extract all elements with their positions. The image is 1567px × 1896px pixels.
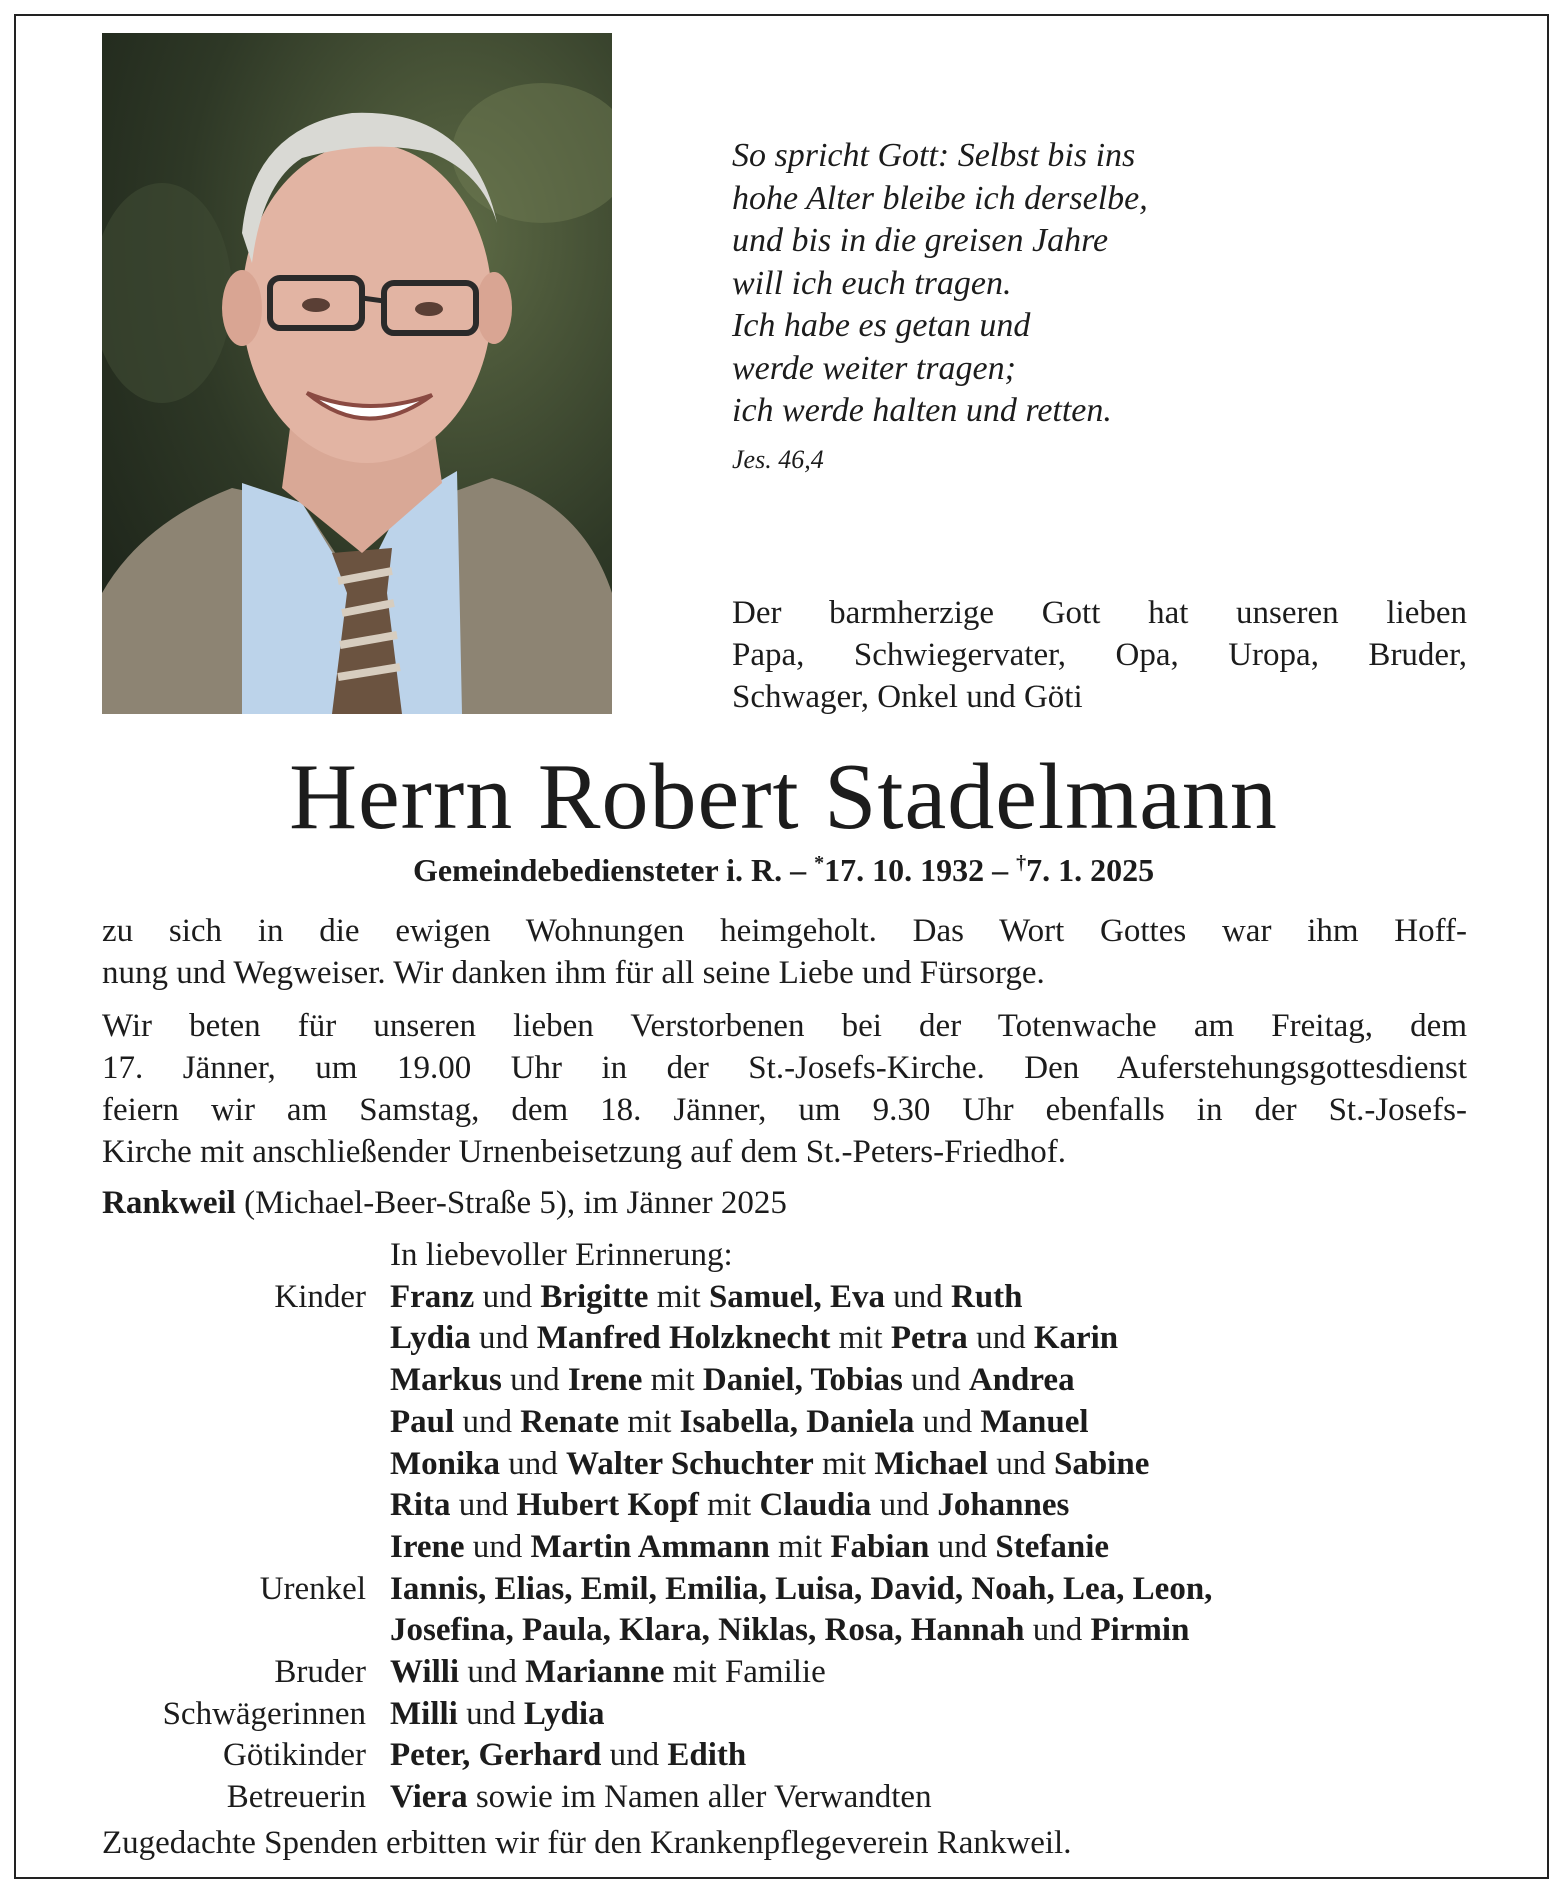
intro-line: Schwager, Onkel und Göti [732, 679, 1083, 715]
family-connector: mit [642, 1362, 703, 1399]
family-row [100, 1318, 1500, 1360]
family-member-name: Brigitte [540, 1278, 649, 1315]
family-connector: und [902, 1362, 969, 1399]
family-relation-label [100, 1360, 390, 1402]
family-member-name: Paul [390, 1403, 455, 1440]
intro-line: Papa, Schwiegervater, Opa, Uropa, Bruder, [732, 637, 1467, 673]
family-connector: mit [698, 1487, 760, 1524]
birth-date: 17. 10. 1932 [824, 852, 985, 888]
intro-line: Der barmherzige Gott hat unseren lieben [732, 595, 1467, 631]
family-list [100, 1235, 1500, 1819]
family-member-name: Samuel, Eva [708, 1278, 885, 1315]
family-members [390, 1694, 605, 1736]
portrait-photo [102, 33, 612, 714]
family-members [390, 1569, 1212, 1611]
family-connector: und [871, 1487, 938, 1524]
family-connector: und [501, 1362, 568, 1399]
deceased-role: Gemeindebediensteter i. R. [412, 852, 783, 888]
family-member-name: Johannes [937, 1487, 1070, 1524]
verse-line: will ich euch tragen. [732, 264, 1012, 302]
family-member-name: Daniel, Tobias [702, 1362, 903, 1399]
family-member-name: Viera [390, 1779, 468, 1816]
family-member-name: Fabian [830, 1528, 930, 1565]
family-member-name: Josefina, Paula, Klara, Niklas, Rosa, Hannah [390, 1612, 1025, 1649]
family-member-name: Marianne [525, 1654, 665, 1691]
family-members [390, 1318, 1118, 1360]
family-relation-label [100, 1444, 390, 1486]
family-relation-label: Betreuerin [226, 1779, 366, 1816]
family-member-name: Renate [520, 1403, 620, 1440]
family-row [100, 1777, 1500, 1819]
verse-reference: Jes. 46,4 [732, 445, 824, 474]
family-connector: mit [830, 1320, 891, 1357]
family-connector: und [967, 1320, 1034, 1357]
family-connector: und [474, 1278, 541, 1315]
family-member-name: Lydia [523, 1695, 605, 1732]
verse-line: Ich habe es getan und [732, 307, 1031, 344]
family-members [390, 1277, 1023, 1319]
family-member-name: Andrea [968, 1362, 1075, 1399]
family-members [390, 1735, 746, 1777]
family-heading: In liebevoller Erinnerung: [390, 1237, 733, 1273]
bible-verse [732, 135, 1432, 433]
family-member-name: Ruth [950, 1278, 1023, 1315]
family-row [100, 1277, 1500, 1319]
family-heading-row [100, 1235, 1500, 1277]
family-row [100, 1735, 1500, 1777]
family-connector: und [459, 1654, 526, 1691]
family-member-name: Manfred Holzknecht [536, 1320, 831, 1357]
family-members [390, 1485, 1069, 1527]
family-relation-label [100, 1318, 390, 1360]
family-relation-label: Bruder [274, 1654, 366, 1691]
family-row [100, 1610, 1500, 1652]
family-connector: und [457, 1695, 524, 1732]
death-symbol: † [1016, 852, 1027, 874]
family-member-name: Michael [874, 1445, 988, 1482]
paragraph-line: Kirche mit anschließender Urnenbeisetzung auf dem St.-Peters-Friedhof. [102, 1134, 1067, 1170]
paragraph-line: nung und Wegweiser. Wir danken ihm für all seine Liebe und Fürsorge. [102, 955, 1045, 991]
verse-line: und bis in die greisen Jahre [732, 222, 1109, 259]
family-row [100, 1652, 1500, 1694]
family-connector: und [454, 1403, 521, 1440]
family-member-name: Willi [390, 1654, 460, 1691]
family-member-name: Pirmin [1090, 1612, 1190, 1649]
paragraph-line: feiern wir am Samstag, dem 18. Jänner, um 9.30 Uhr ebenfalls in der St.-Josefs- [102, 1092, 1467, 1128]
family-members [390, 1402, 1089, 1444]
family-member-name: Petra [890, 1320, 968, 1357]
family-row [100, 1569, 1500, 1611]
family-relation-label [100, 1527, 390, 1569]
place-date [102, 1185, 787, 1222]
verse-line: werde weiter tragen; [732, 349, 1016, 387]
family-relation-label [100, 1610, 390, 1652]
place-address: (Michael-Beer-Straße 5), im Jänner 2025 [244, 1185, 787, 1221]
verse-line: hohe Alter bleibe ich derselbe, [732, 179, 1148, 217]
deceased-dates: Gemeindebediensteter i. R. – *17. 10. 1932 – †7. 1. 2025 [412, 852, 1155, 888]
family-member-name: Milli [390, 1695, 458, 1732]
family-members [390, 1527, 1109, 1569]
family-row [100, 1360, 1500, 1402]
paragraph-line: 17. Jänner, um 19.00 Uhr in der St.-Josefs-Kirche. Den Auferstehungsgottesdienst [102, 1050, 1467, 1086]
family-member-name: Franz [390, 1278, 475, 1315]
family-row [100, 1402, 1500, 1444]
family-member-name: Irene [390, 1528, 465, 1565]
family-row [100, 1694, 1500, 1736]
family-connector: und [601, 1737, 668, 1774]
death-date: 7. 1. 2025 [1026, 852, 1155, 888]
family-connector: mit [648, 1278, 709, 1315]
family-member-name: Hubert Kopf [516, 1487, 699, 1524]
birth-symbol: * [814, 852, 825, 874]
paragraph-line: Wir beten für unseren lieben Verstorbenen bei der Totenwache am Freitag, dem [102, 1008, 1467, 1044]
family-connector: und [884, 1278, 951, 1315]
family-member-name: Iannis, Elias, Emil, Emilia, Luisa, David, Noah, Lea, Leon, [390, 1570, 1213, 1607]
family-members [390, 1652, 826, 1694]
family-connector: mit [813, 1445, 875, 1482]
family-connector: und [914, 1403, 981, 1440]
family-connector: und [929, 1528, 996, 1565]
family-member-name: Sabine [1053, 1445, 1150, 1482]
family-member-name: Isabella, Daniela [679, 1403, 915, 1440]
family-member-name: Claudia [759, 1487, 872, 1524]
family-member-name: Monika [390, 1445, 501, 1482]
family-connector: und [500, 1445, 567, 1482]
family-member-name: Walter Schuchter [566, 1445, 814, 1482]
family-connector: und [1024, 1612, 1091, 1649]
family-member-name: Irene [567, 1362, 643, 1399]
family-row [100, 1444, 1500, 1486]
family-relation-label: Schwägerinnen [162, 1695, 366, 1732]
verse-line: ich werde halten und retten. [732, 392, 1112, 429]
family-connector: mit Familie [664, 1654, 826, 1691]
family-members [390, 1777, 932, 1819]
family-relation-label: Urenkel [259, 1570, 366, 1607]
family-row [100, 1527, 1500, 1569]
family-members [390, 1360, 1075, 1402]
family-member-name: Rita [390, 1487, 451, 1524]
family-members [390, 1610, 1189, 1652]
family-member-name: Stefanie [995, 1528, 1110, 1565]
family-member-name: Markus [390, 1362, 502, 1399]
family-connector: mit [769, 1528, 831, 1565]
verse-line: So spricht Gott: Selbst bis ins [732, 137, 1136, 174]
family-relation-label: Götikinder [223, 1737, 366, 1774]
family-row [100, 1485, 1500, 1527]
family-connector: sowie im Namen aller Verwandten [467, 1779, 932, 1816]
family-connector: und [470, 1320, 537, 1357]
deceased-name: Herrn Robert Stadelmann [289, 745, 1278, 849]
intro-text [732, 592, 1467, 718]
paragraph-line: zu sich in die ewigen Wohnungen heimgeholt. Das Wort Gottes war ihm Hoff- [102, 913, 1467, 949]
paragraph-homecoming [102, 910, 1467, 994]
family-connector: und [464, 1528, 531, 1565]
family-relation-label [100, 1485, 390, 1527]
paragraph-service [102, 1005, 1467, 1173]
family-connector: und [450, 1487, 517, 1524]
family-member-name: Peter, Gerhard [390, 1737, 602, 1774]
family-member-name: Karin [1033, 1320, 1119, 1357]
family-member-name: Lydia [390, 1320, 471, 1357]
family-connector: und [987, 1445, 1054, 1482]
family-relation-label [100, 1402, 390, 1444]
family-member-name: Martin Ammann [530, 1528, 770, 1565]
family-connector: mit [619, 1403, 680, 1440]
family-member-name: Manuel [980, 1403, 1089, 1440]
family-member-name: Edith [667, 1737, 747, 1774]
donation-note: Zugedachte Spenden erbitten wir für den Krankenpflegeverein Rankweil. [102, 1825, 1072, 1861]
family-members [390, 1444, 1149, 1486]
family-relation-label: Kinder [274, 1278, 366, 1315]
place-town: Rankweil [102, 1185, 236, 1221]
